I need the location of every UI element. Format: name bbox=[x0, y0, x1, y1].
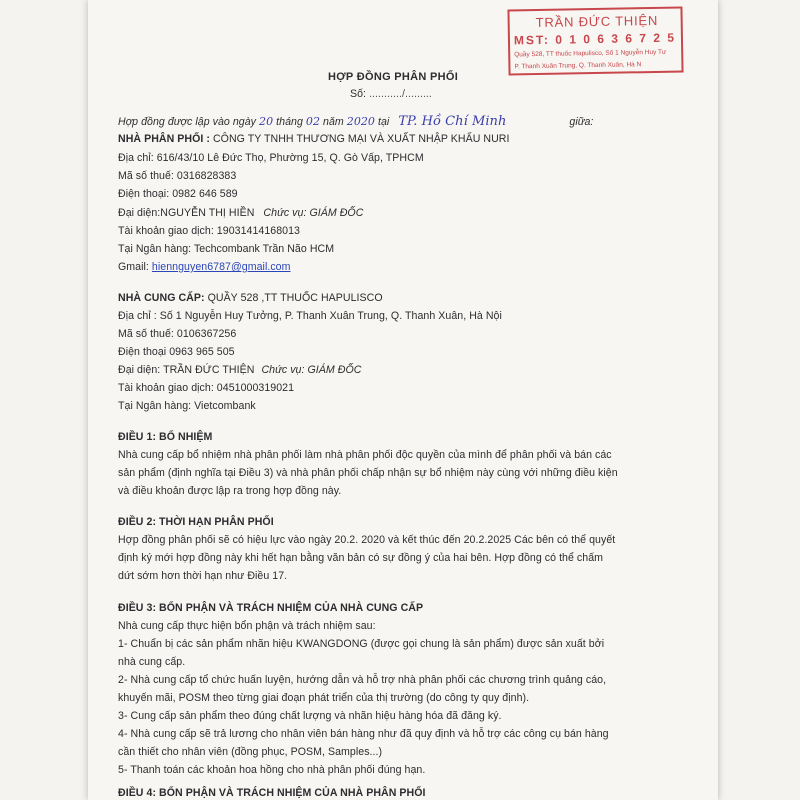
contract-page bbox=[88, 0, 718, 800]
intro-year-label: năm bbox=[323, 116, 344, 128]
intro-year: 2020 bbox=[346, 115, 375, 128]
gmail-label: Gmail: bbox=[118, 261, 149, 273]
intro-line bbox=[118, 114, 593, 129]
article-3-item-2b: khuyến mãi, POSM theo từng giai đoạn phát triển của thị trường (do công ty quy định). bbox=[118, 692, 530, 704]
article-3-item-3: 3- Cung cấp sản phẩm theo đúng chất lượng và nhãn hiệu hàng hóa đã đăng ký. bbox=[118, 710, 502, 722]
article-2-line-2: định ký mới hợp đồng này khi hết hạn bằng văn bản có sự đồng ý của hai bên. Hợp đồng có thể chấm bbox=[118, 552, 604, 564]
intro-place-label: tại bbox=[377, 116, 390, 128]
article-2-heading: ĐIỀU 2: THỜI HẠN PHÂN PHỐI bbox=[118, 516, 274, 528]
article-3-item-1a: 1- Chuẩn bị các sản phẩm nhãn hiệu KWANGDONG (được gọi chung là sản phẩm) được sản xuất bởi bbox=[118, 638, 605, 650]
supplier-address: Địa chỉ : Số 1 Nguyễn Huy Tưởng, P. Thanh Xuân Trung, Q. Thanh Xuân, Hà Nội bbox=[118, 310, 502, 322]
distributor-heading-line bbox=[118, 133, 510, 145]
distributor-gmail-line bbox=[118, 261, 291, 273]
distributor-account: Tài khoản giao dịch: 19031414168013 bbox=[118, 225, 300, 237]
article-2-line-1: Hợp đồng phân phối sẽ có hiệu lực vào ngày 20.2. 2020 và kết thúc đến 20.2.2025 Các bên có thể quyết bbox=[118, 534, 616, 546]
distributor-tax: Mã số thuế: 0316828383 bbox=[118, 170, 237, 182]
stamp-address-1: Quầy 528, TT thuốc Hapulisco, Số 1 Nguyễn Huy Tư bbox=[514, 48, 667, 59]
article-3-item-2a: 2- Nhà cung cấp tổ chức huấn luyện, hướng dẫn và hỗ trợ nhà phân phối các chương trình quảng cáo, bbox=[118, 674, 607, 686]
article-4-heading: ĐIỀU 4: BỔN PHẬN VÀ TRÁCH NHIỆM CỦA NHÀ PHÂN PHỐI bbox=[118, 787, 426, 799]
article-1-line-1: Nhà cung cấp bổ nhiệm nhà phân phối làm nhà phân phối độc quyền của mình để phân phối và bán các bbox=[118, 449, 612, 461]
distributor-heading: NHÀ PHÂN PHỐI : bbox=[118, 133, 210, 145]
intro-day: 20 bbox=[259, 115, 274, 128]
article-3-heading: ĐIỀU 3: BỔN PHẬN VÀ TRÁCH NHIỆM CỦA NHÀ CUNG CẤP bbox=[118, 602, 424, 614]
intro-suffix: giữa: bbox=[569, 116, 594, 128]
article-1-heading: ĐIỀU 1: BỔ NHIỆM bbox=[118, 431, 213, 443]
distributor-rep-line bbox=[118, 207, 363, 219]
article-3-item-5: 5- Thanh toán các khoản hoa hồng cho nhà phân phối đúng hạn. bbox=[118, 764, 426, 776]
distributor-address: Địa chỉ: 616/43/10 Lê Đức Thọ, Phường 15, Q. Gò Vấp, TPHCM bbox=[118, 152, 424, 164]
stamp-name: TRẦN ĐỨC THIỆN bbox=[535, 12, 659, 31]
distributor-company: CÔNG TY TNHH THƯƠNG MẠI VÀ XUẤT NHẬP KHẨU NURI bbox=[212, 133, 510, 145]
article-1-line-2: sản phẩm (định nghĩa tại Điều 3) và nhà phân phối chấp nhận sự bổ nhiệm này cùng với những điều kiện bbox=[118, 467, 618, 479]
distributor-rep-label: Đại diện: bbox=[118, 207, 161, 219]
article-3-intro: Nhà cung cấp thực hiện bổn phận và trách nhiệm sau: bbox=[118, 620, 376, 632]
article-2-line-3: dứt sớm hơn thời hạn như Điều 17. bbox=[118, 570, 288, 582]
seller-stamp bbox=[507, 6, 683, 75]
article-1-line-3: và điều khoản được lập ra trong hợp đồng này. bbox=[118, 485, 342, 497]
supplier-rep-label: Đại diện: bbox=[118, 364, 161, 376]
number-dots: .........../......... bbox=[369, 88, 432, 100]
number-label: Số: bbox=[350, 88, 367, 100]
distributor-email-link[interactable]: hiennguyen6787@gmail.com bbox=[151, 261, 291, 273]
document-title: HỢP ĐỒNG PHÂN PHỐI bbox=[328, 71, 459, 83]
supplier-heading-line bbox=[118, 292, 383, 304]
supplier-bank: Tại Ngân hàng: Vietcombank bbox=[118, 400, 256, 412]
supplier-rep-name: TRẦN ĐỨC THIỆN bbox=[163, 364, 255, 376]
intro-place: TP. Hồ Chí Minh bbox=[398, 114, 507, 129]
supplier-rep-role: Chức vụ: GIÁM ĐỐC bbox=[261, 364, 362, 376]
supplier-rep-line bbox=[118, 364, 361, 376]
intro-month: 02 bbox=[305, 115, 321, 128]
supplier-company: QUẦY 528 ,TT THUỐC HAPULISCO bbox=[207, 292, 383, 304]
distributor-bank: Tại Ngân hàng: Techcombank Trần Não HCM bbox=[118, 243, 335, 255]
supplier-account: Tài khoản giao dịch: 0451000319021 bbox=[118, 382, 295, 394]
stamp-address-2: P. Thanh Xuân Trung, Q. Thanh Xuân, Hà N bbox=[514, 61, 642, 71]
supplier-heading: NHÀ CUNG CẤP: bbox=[118, 292, 205, 304]
distributor-rep-name: NGUYỄN THỊ HIỀN bbox=[160, 207, 255, 219]
article-3-item-4a: 4- Nhà cung cấp sẽ trả lương cho nhân viên bán hàng như đã quy định và hỗ trợ các công cụ bán hàng bbox=[118, 728, 609, 740]
intro-prefix: Hợp đồng được lập vào ngày bbox=[118, 116, 257, 128]
supplier-tax: Mã số thuế: 0106367256 bbox=[118, 328, 237, 340]
stamp-tax-code: MST: 0 1 0 6 3 6 7 2 5 bbox=[513, 30, 677, 48]
supplier-phone: Điện thoại 0963 965 505 bbox=[118, 346, 235, 358]
article-3-item-1b: nhà cung cấp. bbox=[118, 656, 186, 668]
distributor-phone: Điện thoại: 0982 646 589 bbox=[118, 188, 238, 200]
contract-number bbox=[350, 88, 432, 100]
article-3-item-4b: cần thiết cho nhân viên (đồng phục, POSM, Samples...) bbox=[118, 746, 383, 758]
distributor-rep-role: Chức vụ: GIÁM ĐỐC bbox=[263, 207, 364, 219]
intro-month-label: tháng bbox=[276, 116, 303, 128]
